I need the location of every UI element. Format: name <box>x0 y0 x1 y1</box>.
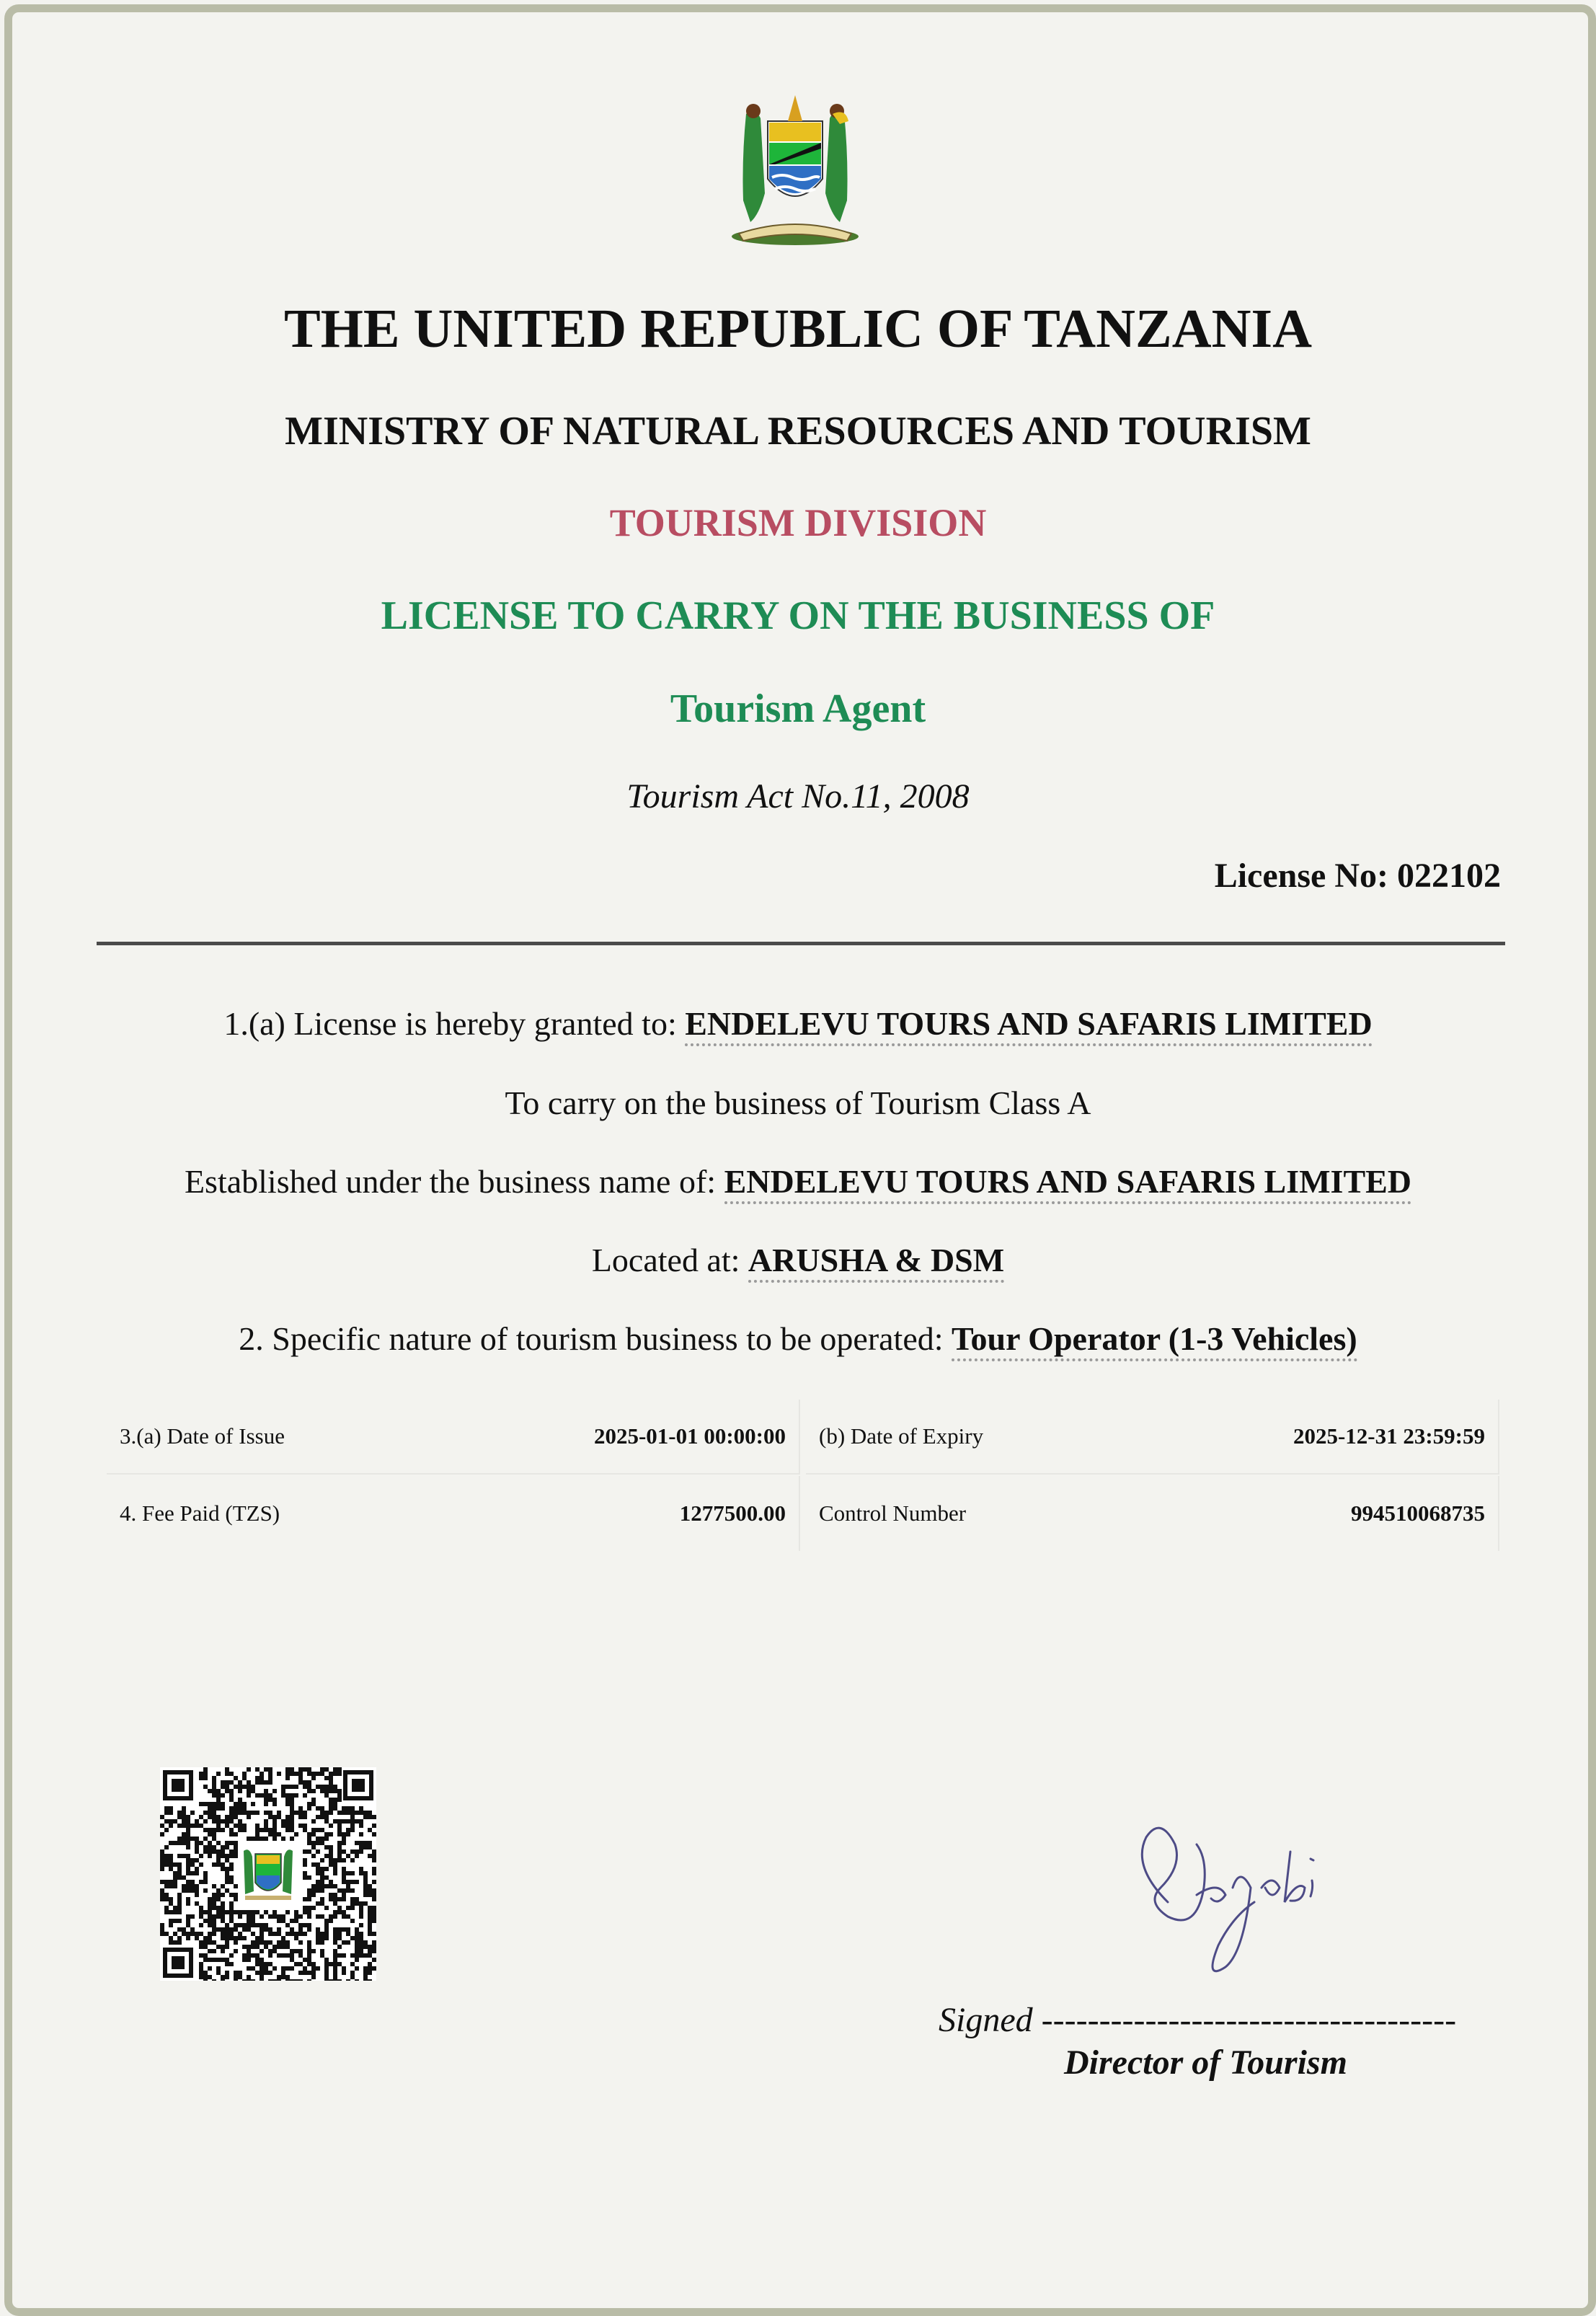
signed-line <box>939 2000 1456 2040</box>
signature-dashes: ------------------------------------ <box>1041 2001 1457 2039</box>
location-line <box>0 1241 1596 1279</box>
business-name-label: Established under the business name of: <box>184 1163 717 1200</box>
signed-label: Signed <box>939 2001 1033 2039</box>
nature-value: Tour Operator (1-3 Vehicles) <box>952 1320 1357 1361</box>
granted-to-value: ENDELEVU TOURS AND SAFARIS LIMITED <box>685 1005 1372 1046</box>
coat-of-arms-emblem <box>724 92 866 247</box>
business-name-line <box>0 1162 1596 1201</box>
country-title: THE UNITED REPUBLIC OF TANZANIA <box>284 299 1312 359</box>
expiry-date-cell <box>806 1400 1499 1475</box>
issue-date-label: 3.(a) Date of Issue <box>120 1423 285 1449</box>
qr-coat-of-arms-icon <box>239 1844 297 1904</box>
expiry-date-label: (b) Date of Expiry <box>819 1423 984 1449</box>
issue-date-value: 2025-01-01 00:00:00 <box>593 1423 786 1449</box>
granted-label: 1.(a) License is hereby granted to: <box>223 1005 677 1042</box>
fee-value: 1277500.00 <box>679 1500 786 1526</box>
division-title: TOURISM DIVISION <box>609 501 987 544</box>
ministry-title: MINISTRY OF NATURAL RESOURCES AND TOURISM <box>285 409 1311 454</box>
location-label: Located at: <box>591 1242 740 1278</box>
signatory-title: Director of Tourism <box>1064 2043 1347 2082</box>
details-table <box>107 1400 1499 1551</box>
nature-line <box>0 1320 1596 1358</box>
license-number-label: License No: <box>1214 857 1388 895</box>
header-divider <box>97 942 1505 945</box>
control-number-label: Control Number <box>819 1500 967 1526</box>
director-signature <box>1117 1780 1334 1996</box>
license-type: Tourism Agent <box>670 686 926 731</box>
license-number <box>1215 856 1501 896</box>
business-class-line: To carry on the business of Tourism Class A <box>505 1084 1091 1121</box>
location-value: ARUSHA & DSM <box>748 1242 1004 1283</box>
act-reference: Tourism Act No.11, 2008 <box>626 777 970 816</box>
expiry-date-value: 2025-12-31 23:59:59 <box>1293 1423 1485 1449</box>
granted-line <box>0 1004 1596 1043</box>
fee-cell <box>107 1476 800 1551</box>
nature-label: 2. Specific nature of tourism business to be operated: <box>239 1320 944 1357</box>
license-number-value: 022102 <box>1397 857 1501 895</box>
fee-label: 4. Fee Paid (TZS) <box>120 1500 280 1526</box>
control-number-value: 994510068735 <box>1351 1500 1485 1526</box>
business-name-value: ENDELEVU TOURS AND SAFARIS LIMITED <box>724 1163 1411 1204</box>
qr-code <box>160 1767 376 1981</box>
license-heading: LICENSE TO CARRY ON THE BUSINESS OF <box>381 593 1215 638</box>
issue-date-cell <box>107 1400 800 1475</box>
control-number-cell <box>806 1476 1499 1551</box>
